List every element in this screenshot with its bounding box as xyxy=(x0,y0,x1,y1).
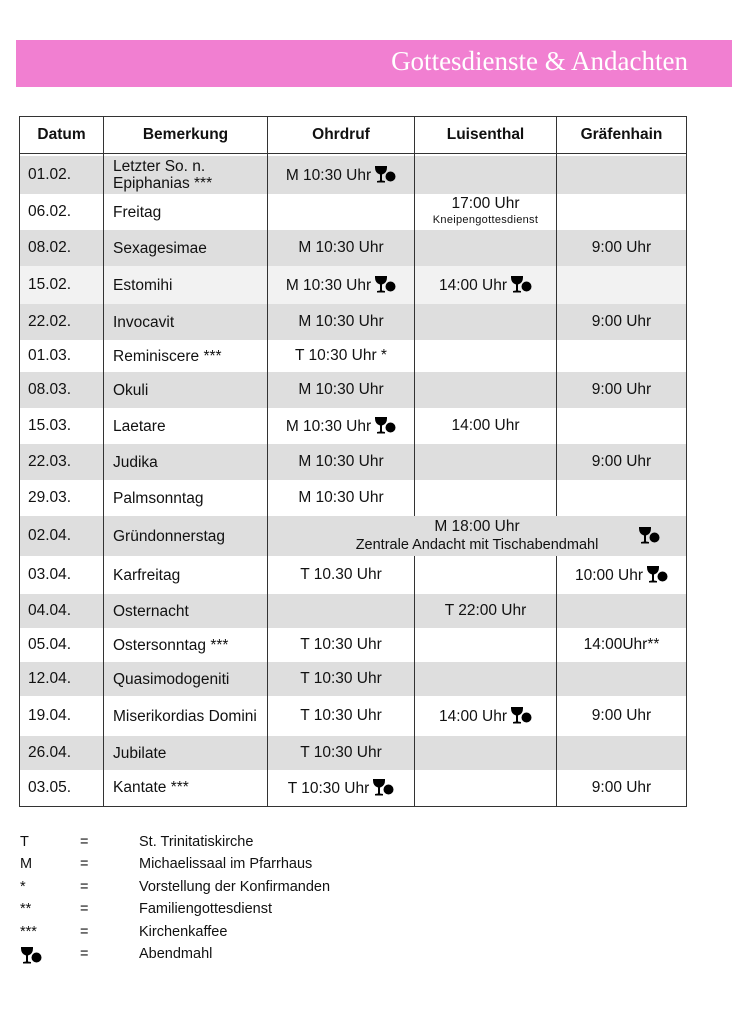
cell-date-text: 03.04. xyxy=(28,566,72,583)
legend-equals: = xyxy=(80,834,89,850)
cell-date xyxy=(20,156,104,194)
cell-graefenhain xyxy=(557,408,687,444)
cell-luisenthal xyxy=(415,156,557,194)
cell-remark xyxy=(104,480,268,516)
cell-date xyxy=(20,736,104,770)
communion-chalice-icon xyxy=(374,165,396,183)
cell-remark xyxy=(104,662,268,696)
cell-remark xyxy=(104,340,268,372)
cell-graefenhain xyxy=(557,594,687,628)
cell-luisenthal-text: 14:00 Uhr xyxy=(451,417,520,434)
communion-chalice-icon xyxy=(646,565,668,583)
cell-remark xyxy=(104,444,268,480)
page-title: Gottesdienste & Andachten xyxy=(391,46,688,76)
cell-remark-text: Okuli xyxy=(113,381,149,399)
cell-merged-event xyxy=(268,516,687,556)
column-header-graefenhain: Gräfenhain xyxy=(557,117,687,154)
cell-graefenhain-text: 14:00Uhr** xyxy=(583,636,660,653)
cell-date xyxy=(20,480,104,516)
cell-ohrdruf xyxy=(268,230,415,266)
cell-graefenhain xyxy=(557,480,687,516)
cell-graefenhain-text: 10:00 Uhr xyxy=(574,567,644,584)
cell-date-text: 06.02. xyxy=(28,203,72,220)
cell-remark-text: Sexagesimae xyxy=(113,239,207,257)
legend-equals: = xyxy=(80,945,89,962)
header-banner xyxy=(16,40,732,87)
cell-ohrdruf xyxy=(268,266,415,304)
cell-ohrdruf-text: T 10:30 Uhr xyxy=(300,670,382,687)
cell-ohrdruf-text: M 10:30 Uhr xyxy=(298,239,384,256)
cell-date-text: 02.04. xyxy=(28,527,72,544)
cell-luisenthal xyxy=(415,556,557,594)
cell-ohrdruf xyxy=(268,696,415,736)
cell-graefenhain xyxy=(557,266,687,304)
cell-luisenthal xyxy=(415,594,557,628)
cell-remark-text: Palmsonntag xyxy=(113,489,204,507)
legend-text: Vorstellung der Konfirmanden xyxy=(139,878,331,895)
cell-graefenhain xyxy=(557,340,687,372)
cell-luisenthal xyxy=(415,628,557,662)
cell-graefenhain-text: 9:00 Uhr xyxy=(591,239,652,256)
table-row xyxy=(20,340,687,372)
cell-date xyxy=(20,556,104,594)
cell-luisenthal-text: T 22:00 Uhr xyxy=(444,602,527,619)
cell-date-text: 12.04. xyxy=(28,670,72,687)
cell-ohrdruf-text: M 10:30 Uhr xyxy=(298,313,384,330)
cell-ohrdruf-text: T 10:30 Uhr xyxy=(287,779,370,797)
cell-ohrdruf xyxy=(268,156,415,194)
cell-date xyxy=(20,340,104,372)
cell-graefenhain-text: 9:00 Uhr xyxy=(591,453,652,470)
cell-remark-text: Miserikordias Domini xyxy=(113,707,257,725)
cell-ohrdruf-text: T 10.30 Uhr xyxy=(300,566,382,583)
legend-symbol: ** xyxy=(20,901,32,918)
cell-remark xyxy=(104,628,268,662)
legend-equals: = xyxy=(80,901,89,918)
legend-symbol: T xyxy=(20,834,29,850)
cell-graefenhain xyxy=(557,372,687,408)
cell-graefenhain-text: 9:00 Uhr xyxy=(591,381,652,398)
column-header-luisenthal: Luisenthal xyxy=(415,117,557,154)
cell-date xyxy=(20,628,104,662)
cell-remark xyxy=(104,266,268,304)
cell-ohrdruf xyxy=(268,770,415,806)
cell-ohrdruf xyxy=(268,594,415,628)
cell-date-text: 01.03. xyxy=(28,347,72,364)
cell-luisenthal xyxy=(415,736,557,770)
column-header-bemerkung: Bemerkung xyxy=(104,117,268,154)
cell-date xyxy=(20,266,104,304)
cell-luisenthal xyxy=(415,770,557,806)
cell-luisenthal-text: 14:00 Uhr xyxy=(438,277,508,294)
cell-date-text: 08.03. xyxy=(28,381,72,398)
cell-remark xyxy=(104,408,268,444)
cell-luisenthal-note: Kneipengottesdienst xyxy=(432,214,539,226)
merged-time: M 18:00 Uhr xyxy=(434,518,520,535)
communion-chalice-icon xyxy=(374,275,396,293)
cell-remark-text: Kantate *** xyxy=(113,779,189,797)
cell-ohrdruf xyxy=(268,556,415,594)
cell-graefenhain xyxy=(557,736,687,770)
legend-equals: = xyxy=(80,856,89,873)
table-row xyxy=(20,444,687,480)
cell-remark xyxy=(104,556,268,594)
cell-graefenhain-text: 9:00 Uhr xyxy=(591,707,652,724)
cell-graefenhain-text: 9:00 Uhr xyxy=(591,778,652,796)
cell-ohrdruf-text: M 10:30 Uhr xyxy=(285,167,372,184)
cell-date-text: 15.02. xyxy=(28,276,72,293)
cell-remark-text: Laetare xyxy=(113,417,166,435)
cell-remark-text: Estomihi xyxy=(113,276,173,294)
cell-remark xyxy=(104,156,268,194)
cell-luisenthal xyxy=(415,408,557,444)
cell-date xyxy=(20,696,104,736)
cell-remark-text: Judika xyxy=(113,453,158,471)
table-row xyxy=(20,230,687,266)
cell-ohrdruf-text: M 10:30 Uhr xyxy=(298,381,384,398)
cell-remark-text: Karfreitag xyxy=(113,566,181,584)
table-row xyxy=(20,696,687,736)
legend-text: Kirchenkaffee xyxy=(139,923,228,940)
cell-luisenthal-text: 17:00 Uhr xyxy=(451,195,520,212)
cell-date xyxy=(20,304,104,340)
cell-remark-text: Quasimodogeniti xyxy=(113,670,230,688)
table-row xyxy=(20,556,687,594)
cell-date xyxy=(20,230,104,266)
cell-graefenhain xyxy=(557,156,687,194)
cell-remark xyxy=(104,516,268,556)
cell-ohrdruf xyxy=(268,372,415,408)
cell-remark xyxy=(104,770,268,806)
communion-chalice-icon xyxy=(374,416,396,434)
cell-date xyxy=(20,408,104,444)
cell-remark-text: Gründonnerstag xyxy=(113,527,226,545)
legend-symbol: *** xyxy=(20,923,37,940)
cell-luisenthal xyxy=(415,480,557,516)
cell-ohrdruf-text: M 10:30 Uhr xyxy=(285,277,372,294)
cell-ohrdruf xyxy=(268,304,415,340)
communion-chalice-icon xyxy=(510,706,532,724)
cell-ohrdruf xyxy=(268,340,415,372)
cell-ohrdruf-text: T 10:30 Uhr xyxy=(300,744,382,761)
merged-cup-wrap xyxy=(635,526,660,546)
table-row xyxy=(20,408,687,444)
cell-remark-text: Letzter So. n. Epiphanias *** xyxy=(113,158,213,192)
cell-date xyxy=(20,770,104,806)
cell-date-text: 01.02. xyxy=(28,166,72,183)
cell-ohrdruf-text: T 10:30 Uhr xyxy=(300,707,382,724)
cell-remark-text: Osternacht xyxy=(113,602,189,620)
cell-luisenthal xyxy=(415,230,557,266)
cell-ohrdruf xyxy=(268,480,415,516)
cell-graefenhain xyxy=(557,662,687,696)
cell-remark xyxy=(104,194,268,230)
legend-equals: = xyxy=(80,878,89,895)
cell-luisenthal xyxy=(415,266,557,304)
cell-date-text: 04.04. xyxy=(28,602,72,619)
cell-luisenthal xyxy=(415,444,557,480)
cell-date xyxy=(20,516,104,556)
cell-date-text: 22.03. xyxy=(28,453,72,470)
cell-date-text: 19.04. xyxy=(28,707,72,724)
cell-remark xyxy=(104,696,268,736)
table-row xyxy=(20,480,687,516)
cell-remark-text: Jubilate xyxy=(113,744,167,762)
cell-ohrdruf xyxy=(268,408,415,444)
table-row xyxy=(20,266,687,304)
table-row xyxy=(20,628,687,662)
cell-date xyxy=(20,194,104,230)
cell-luisenthal xyxy=(415,662,557,696)
cell-graefenhain xyxy=(557,628,687,662)
cell-date-text: 08.02. xyxy=(28,239,72,256)
cell-remark-text: Invocavit xyxy=(113,313,175,331)
cell-date-text: 15.03. xyxy=(28,417,72,434)
cell-luisenthal xyxy=(415,194,557,230)
cell-remark xyxy=(104,736,268,770)
cell-date xyxy=(20,594,104,628)
communion-chalice-icon xyxy=(638,526,660,544)
cell-luisenthal xyxy=(415,696,557,736)
cell-remark-text: Reminiscere *** xyxy=(113,347,222,365)
cell-ohrdruf-text: M 10:30 Uhr xyxy=(298,453,384,470)
legend-symbol: * xyxy=(20,878,26,895)
legend-symbol-icon xyxy=(20,946,42,965)
cell-remark xyxy=(104,304,268,340)
cell-remark xyxy=(104,230,268,266)
table-row xyxy=(20,156,687,194)
cell-ohrdruf-text: M 10:30 Uhr xyxy=(285,418,372,435)
cell-ohrdruf xyxy=(268,194,415,230)
legend-symbol: M xyxy=(20,856,33,873)
cell-ohrdruf xyxy=(268,628,415,662)
table-row xyxy=(20,194,687,230)
table-row xyxy=(20,304,687,340)
cell-ohrdruf xyxy=(268,662,415,696)
cell-remark-text: Freitag xyxy=(113,203,162,221)
table-row xyxy=(20,372,687,408)
table-row xyxy=(20,736,687,770)
cell-date-text: 03.05. xyxy=(28,778,72,796)
cell-remark-text: Ostersonntag *** xyxy=(113,636,229,654)
cell-ohrdruf xyxy=(268,736,415,770)
column-header-datum: Datum xyxy=(20,117,104,154)
cell-date xyxy=(20,444,104,480)
cell-graefenhain xyxy=(557,230,687,266)
table-row xyxy=(20,662,687,696)
cell-graefenhain xyxy=(557,444,687,480)
cell-luisenthal xyxy=(415,372,557,408)
column-header-ohrdruf: Ohrdruf xyxy=(268,117,415,154)
cell-luisenthal xyxy=(415,304,557,340)
cell-graefenhain xyxy=(557,194,687,230)
cell-date xyxy=(20,372,104,408)
cell-remark xyxy=(104,372,268,408)
cell-ohrdruf-text: T 10:30 Uhr * xyxy=(295,347,387,364)
cell-ohrdruf xyxy=(268,444,415,480)
cell-graefenhain xyxy=(557,696,687,736)
cell-date-text: 26.04. xyxy=(28,744,72,761)
communion-chalice-icon xyxy=(20,946,42,964)
cell-remark xyxy=(104,594,268,628)
legend-text: St. Trinitatiskirche xyxy=(139,834,254,850)
cell-luisenthal xyxy=(415,340,557,372)
cell-luisenthal-text: 14:00 Uhr xyxy=(438,708,508,725)
legend-text: Familiengottesdienst xyxy=(139,901,272,918)
cell-graefenhain xyxy=(557,770,687,806)
cell-graefenhain xyxy=(557,556,687,594)
cell-graefenhain xyxy=(557,304,687,340)
legend-text: Michaelissaal im Pfarrhaus xyxy=(139,856,313,873)
cell-ohrdruf-text: M 10:30 Uhr xyxy=(298,489,384,506)
cell-graefenhain-text: 9:00 Uhr xyxy=(591,313,652,330)
legend-equals: = xyxy=(80,923,89,940)
cell-date-text: 22.02. xyxy=(28,313,72,330)
table-header-row xyxy=(20,117,687,154)
schedule-table xyxy=(19,116,687,807)
cell-date xyxy=(20,662,104,696)
communion-chalice-icon xyxy=(510,275,532,293)
table-row xyxy=(20,516,687,556)
cell-date-text: 05.04. xyxy=(28,636,72,653)
communion-chalice-icon xyxy=(372,778,394,796)
cell-date-text: 29.03. xyxy=(28,489,72,506)
table-row xyxy=(20,594,687,628)
table-row xyxy=(20,770,687,806)
cell-ohrdruf-text: T 10:30 Uhr xyxy=(300,636,382,653)
legend-text: Abendmahl xyxy=(139,945,213,962)
merged-note: Zentrale Andacht mit Tischabendmahl xyxy=(355,537,599,553)
